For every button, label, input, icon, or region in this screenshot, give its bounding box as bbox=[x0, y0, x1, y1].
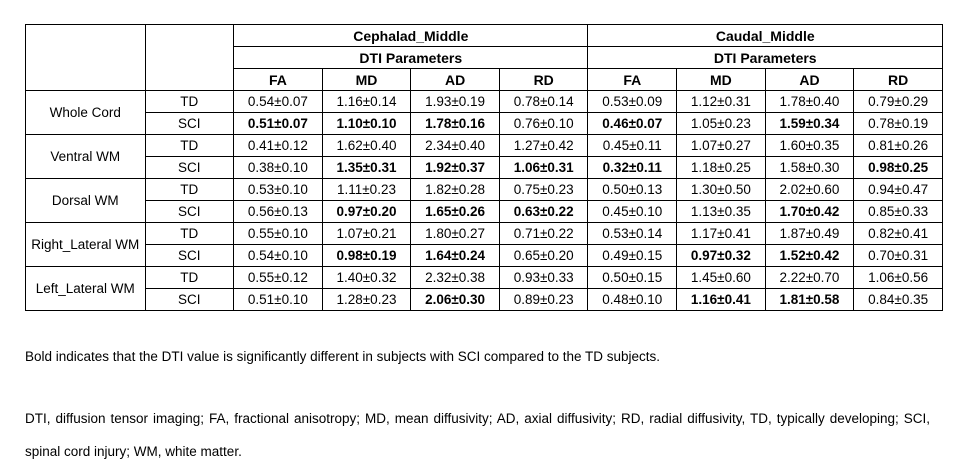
value-cell: 0.82±0.41 bbox=[854, 223, 943, 245]
region-label: Whole Cord bbox=[26, 91, 146, 135]
value-cell: 0.89±0.23 bbox=[499, 289, 588, 311]
value-cell: 1.07±0.27 bbox=[677, 135, 766, 157]
param-header-fa: FA bbox=[588, 69, 677, 91]
group-label: TD bbox=[145, 179, 234, 201]
param-header-rd: RD bbox=[499, 69, 588, 91]
value-cell: 0.81±0.26 bbox=[854, 135, 943, 157]
value-cell: 0.55±0.12 bbox=[234, 267, 323, 289]
value-cell: 1.70±0.42 bbox=[765, 201, 854, 223]
table-row bbox=[26, 91, 943, 113]
value-cell: 1.60±0.35 bbox=[765, 135, 854, 157]
header-blank-group bbox=[145, 25, 234, 91]
value-cell: 0.32±0.11 bbox=[588, 157, 677, 179]
table-row bbox=[26, 135, 943, 157]
region-label: Right_Lateral WM bbox=[26, 223, 146, 267]
value-cell: 1.93±0.19 bbox=[411, 91, 500, 113]
value-cell: 0.45±0.10 bbox=[588, 201, 677, 223]
value-cell: 1.45±0.60 bbox=[677, 267, 766, 289]
table-row bbox=[26, 157, 943, 179]
bold-significance-note: Bold indicates that the DTI value is significantly different in subjects with SCI compared to the TD subjects. bbox=[25, 349, 661, 364]
table-row bbox=[26, 267, 943, 289]
value-cell: 2.34±0.40 bbox=[411, 135, 500, 157]
value-cell: 1.13±0.35 bbox=[677, 201, 766, 223]
dti-table bbox=[25, 24, 943, 311]
value-cell: 0.97±0.20 bbox=[322, 201, 411, 223]
value-cell: 1.82±0.28 bbox=[411, 179, 500, 201]
value-cell: 1.52±0.42 bbox=[765, 245, 854, 267]
value-cell: 1.80±0.27 bbox=[411, 223, 500, 245]
value-cell: 0.50±0.13 bbox=[588, 179, 677, 201]
value-cell: 0.79±0.29 bbox=[854, 91, 943, 113]
value-cell: 1.59±0.34 bbox=[765, 113, 854, 135]
param-header-fa: FA bbox=[234, 69, 323, 91]
value-cell: 0.38±0.10 bbox=[234, 157, 323, 179]
value-cell: 1.62±0.40 bbox=[322, 135, 411, 157]
value-cell: 1.11±0.23 bbox=[322, 179, 411, 201]
value-cell: 1.27±0.42 bbox=[499, 135, 588, 157]
value-cell: 1.30±0.50 bbox=[677, 179, 766, 201]
param-header-md: MD bbox=[677, 69, 766, 91]
value-cell: 1.92±0.37 bbox=[411, 157, 500, 179]
value-cell: 0.94±0.47 bbox=[854, 179, 943, 201]
region-label: Dorsal WM bbox=[26, 179, 146, 223]
value-cell: 1.65±0.26 bbox=[411, 201, 500, 223]
value-cell: 1.05±0.23 bbox=[677, 113, 766, 135]
value-cell: 0.63±0.22 bbox=[499, 201, 588, 223]
value-cell: 0.50±0.15 bbox=[588, 267, 677, 289]
value-cell: 0.76±0.10 bbox=[499, 113, 588, 135]
group-label: TD bbox=[145, 267, 234, 289]
value-cell: 1.18±0.25 bbox=[677, 157, 766, 179]
value-cell: 0.53±0.10 bbox=[234, 179, 323, 201]
table-row bbox=[26, 289, 943, 311]
subheader-dti-cephalad: DTI Parameters bbox=[234, 47, 588, 69]
value-cell: 1.64±0.24 bbox=[411, 245, 500, 267]
region-label: Left_Lateral WM bbox=[26, 267, 146, 311]
value-cell: 0.51±0.07 bbox=[234, 113, 323, 135]
value-cell: 1.07±0.21 bbox=[322, 223, 411, 245]
value-cell: 1.58±0.30 bbox=[765, 157, 854, 179]
table-row bbox=[26, 113, 943, 135]
value-cell: 0.84±0.35 bbox=[854, 289, 943, 311]
value-cell: 2.06±0.30 bbox=[411, 289, 500, 311]
value-cell: 1.10±0.10 bbox=[322, 113, 411, 135]
header-blank-region bbox=[26, 25, 146, 91]
value-cell: 0.75±0.23 bbox=[499, 179, 588, 201]
value-cell: 1.17±0.41 bbox=[677, 223, 766, 245]
param-header-md: MD bbox=[322, 69, 411, 91]
value-cell: 0.98±0.19 bbox=[322, 245, 411, 267]
value-cell: 1.87±0.49 bbox=[765, 223, 854, 245]
value-cell: 0.71±0.22 bbox=[499, 223, 588, 245]
value-cell: 1.78±0.16 bbox=[411, 113, 500, 135]
value-cell: 0.55±0.10 bbox=[234, 223, 323, 245]
group-label: SCI bbox=[145, 201, 234, 223]
value-cell: 0.98±0.25 bbox=[854, 157, 943, 179]
value-cell: 0.53±0.09 bbox=[588, 91, 677, 113]
value-cell: 0.48±0.10 bbox=[588, 289, 677, 311]
value-cell: 1.40±0.32 bbox=[322, 267, 411, 289]
param-header-ad: AD bbox=[411, 69, 500, 91]
group-label: SCI bbox=[145, 289, 234, 311]
value-cell: 0.97±0.32 bbox=[677, 245, 766, 267]
value-cell: 0.41±0.12 bbox=[234, 135, 323, 157]
param-header-rd: RD bbox=[854, 69, 943, 91]
value-cell: 0.65±0.20 bbox=[499, 245, 588, 267]
group-header-caudal: Caudal_Middle bbox=[588, 25, 943, 47]
value-cell: 0.53±0.14 bbox=[588, 223, 677, 245]
group-header-cephalad: Cephalad_Middle bbox=[234, 25, 588, 47]
value-cell: 0.78±0.19 bbox=[854, 113, 943, 135]
table-row bbox=[26, 201, 943, 223]
table-body bbox=[26, 91, 943, 311]
value-cell: 0.51±0.10 bbox=[234, 289, 323, 311]
value-cell: 0.46±0.07 bbox=[588, 113, 677, 135]
value-cell: 0.85±0.33 bbox=[854, 201, 943, 223]
value-cell: 0.56±0.13 bbox=[234, 201, 323, 223]
subheader-dti-caudal: DTI Parameters bbox=[588, 47, 943, 69]
value-cell: 0.45±0.11 bbox=[588, 135, 677, 157]
value-cell: 0.49±0.15 bbox=[588, 245, 677, 267]
abbreviations-note: DTI, diffusion tensor imaging; FA, fractional anisotropy; MD, mean diffusivity; AD, axial diffusivity; RD, radial diffusivity, TD, typically developing; SCI, spinal cord injury; WM, white matter. bbox=[25, 411, 930, 459]
param-header-ad: AD bbox=[765, 69, 854, 91]
value-cell: 1.35±0.31 bbox=[322, 157, 411, 179]
value-cell: 1.81±0.58 bbox=[765, 289, 854, 311]
value-cell: 2.32±0.38 bbox=[411, 267, 500, 289]
value-cell: 1.28±0.23 bbox=[322, 289, 411, 311]
value-cell: 1.78±0.40 bbox=[765, 91, 854, 113]
value-cell: 1.06±0.56 bbox=[854, 267, 943, 289]
table-row bbox=[26, 245, 943, 267]
value-cell: 1.16±0.14 bbox=[322, 91, 411, 113]
value-cell: 1.16±0.41 bbox=[677, 289, 766, 311]
value-cell: 1.06±0.31 bbox=[499, 157, 588, 179]
value-cell: 1.12±0.31 bbox=[677, 91, 766, 113]
value-cell: 0.78±0.14 bbox=[499, 91, 588, 113]
value-cell: 0.54±0.07 bbox=[234, 91, 323, 113]
group-label: TD bbox=[145, 91, 234, 113]
value-cell: 2.02±0.60 bbox=[765, 179, 854, 201]
group-label: SCI bbox=[145, 157, 234, 179]
group-label: SCI bbox=[145, 245, 234, 267]
group-label: TD bbox=[145, 135, 234, 157]
group-label: TD bbox=[145, 223, 234, 245]
value-cell: 2.22±0.70 bbox=[765, 267, 854, 289]
value-cell: 0.70±0.31 bbox=[854, 245, 943, 267]
region-label: Ventral WM bbox=[26, 135, 146, 179]
value-cell: 0.54±0.10 bbox=[234, 245, 323, 267]
table-row bbox=[26, 223, 943, 245]
group-label: SCI bbox=[145, 113, 234, 135]
value-cell: 0.93±0.33 bbox=[499, 267, 588, 289]
table-row bbox=[26, 179, 943, 201]
